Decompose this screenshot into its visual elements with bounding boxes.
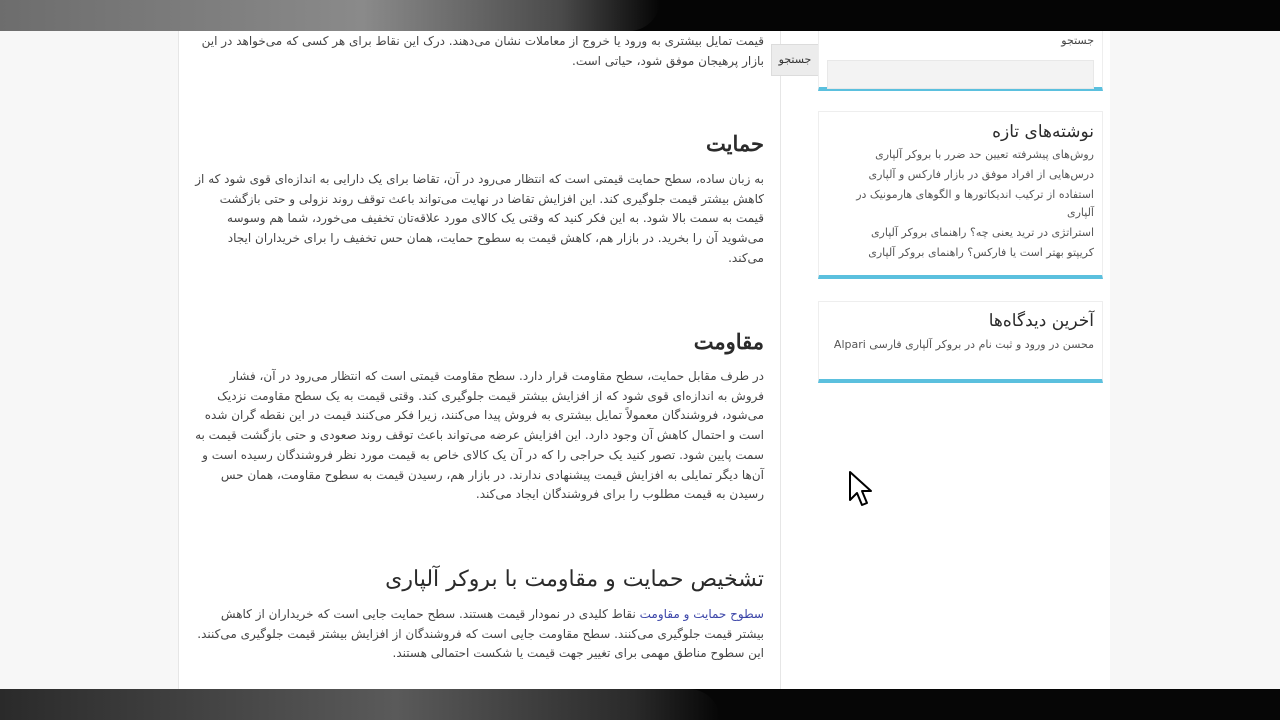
recent-comment-link[interactable]: محسن در ورود و ثبت نام در بروکر آلپاری فارسی Alpari: [833, 338, 1094, 351]
search-input[interactable]: [827, 60, 1094, 89]
detect-paragraph-text: نقاط کلیدی در نمودار قیمت هستند. سطح حمایت جایی است که خریداران از کاهش بیشتر قیمت جلوگیری می‌کنند. سطح مقاومت جایی است که فروشندگان از افزایش بیشتر قیمت جلوگیری می‌کنند. این سطوح مناطق مهمی برای تغییر جهت قیمت یا شکست احتمالی هستند.: [197, 607, 764, 661]
video-frame-bottom-bar: [0, 689, 1280, 720]
article-intro-paragraph: قیمت تمایل بیشتری به ورود یا خروج از معاملات نشان می‌دهند. درک این نقاط برای هر کسی که می‌خواهد در این بازار پرهیجان موفق شود، حیاتی است.: [201, 34, 764, 68]
support-heading: حمایت: [706, 131, 764, 156]
search-widget: [818, 31, 1103, 91]
recent-post-link[interactable]: کریپتو بهتر است یا فارکس؟ راهنمای بروکر آلپاری: [868, 246, 1094, 259]
recent-posts-title: نوشته‌های تازه: [992, 122, 1094, 142]
recent-posts-list: [832, 146, 1094, 264]
resistance-heading: مقاومت: [693, 329, 764, 354]
search-button[interactable]: جستجو: [771, 44, 819, 76]
right-gutter: [1110, 31, 1280, 689]
recent-comments-widget: [818, 301, 1103, 383]
recent-post-link[interactable]: روش‌های پیشرفته تعیین حد ضرر با بروکر آلپاری: [875, 148, 1094, 161]
detect-paragraph: [194, 605, 764, 664]
recent-post-link[interactable]: استراتژی در ترید یعنی چه؟ راهنمای بروکر آلپاری: [870, 226, 1094, 239]
recent-comments-title: آخرین دیدگاه‌ها: [988, 311, 1094, 331]
recent-posts-widget: [818, 111, 1103, 279]
detect-heading: تشخیص حمایت و مقاومت با بروکر آلپاری: [385, 567, 764, 592]
resistance-paragraph: در طرف مقابل حمایت، سطح مقاومت قرار دارد. سطح مقاومت قیمتی است که انتظار می‌رود در آن، فشار فروش به اندازه‌ای قوی شود که از افزایش بیشتر قیمت جلوگیری کند. وقتی قیمت به یک سطح مقاومت نزدیک می‌شود، فروشندگان معمولاً تمایل بیشتری به فروش پیدا می‌کنند، زیرا فکر می‌کنند قیمت در این نقطه گران شده است و احتمال کاهش آن وجود دارد. این افزایش عرضه می‌تواند باعث توقف روند صعودی و حتی بازگشت قیمت به سمت پایین شود. تصور کنید یک حراجی را که در آن یک کالای خاص به قیمت مورد نظر فروشندگان رسیده است و آن‌ها دیگر تمایلی به افزایش قیمت پیشنهادی ندارند. در بازار هم، رسیدن قیمت به سطوح مقاومت، همان حس رسیدن به قیمت مطلوب را برای فروشندگان ایجاد می‌کند.: [195, 369, 764, 502]
recent-post-link[interactable]: استفاده از ترکیب اندیکاتورها و الگوهای هارمونیک در آلپاری: [856, 188, 1094, 219]
search-widget-label: جستجو: [1061, 34, 1094, 47]
support-resistance-link[interactable]: سطوح حمایت و مقاومت: [639, 607, 764, 621]
left-gutter: [0, 31, 179, 689]
bottom-bar-shade: [0, 689, 720, 720]
video-frame-top-bar: [0, 0, 1280, 31]
web-page: [0, 31, 1280, 689]
recent-post-link[interactable]: درس‌هایی از افراد موفق در بازار فارکس و آلپاری: [868, 168, 1094, 181]
article-content: [180, 31, 781, 689]
mouse-cursor-icon: [848, 470, 874, 508]
support-paragraph: به زبان ساده، سطح حمایت قیمتی است که انتظار می‌رود در آن، تقاضا برای یک دارایی به اندازه‌ای قوی شود که از کاهش بیشتر قیمت جلوگیری کند. این افزایش تقاضا در نهایت می‌تواند باعث توقف روند نزولی و حتی بازگشت قیمت به سمت بالا شود. به این فکر کنید که وقتی یک کالای مورد علاقه‌تان تخفیف می‌خورد، شما هم وسوسه می‌شوید آن را بخرید. در بازار هم، کاهش قیمت به سطوح حمایت، همان حس تخفیف را برای خریداران ایجاد می‌کند.: [195, 172, 764, 265]
top-bar-shade: [0, 0, 660, 31]
recent-comments-list: [832, 336, 1094, 356]
